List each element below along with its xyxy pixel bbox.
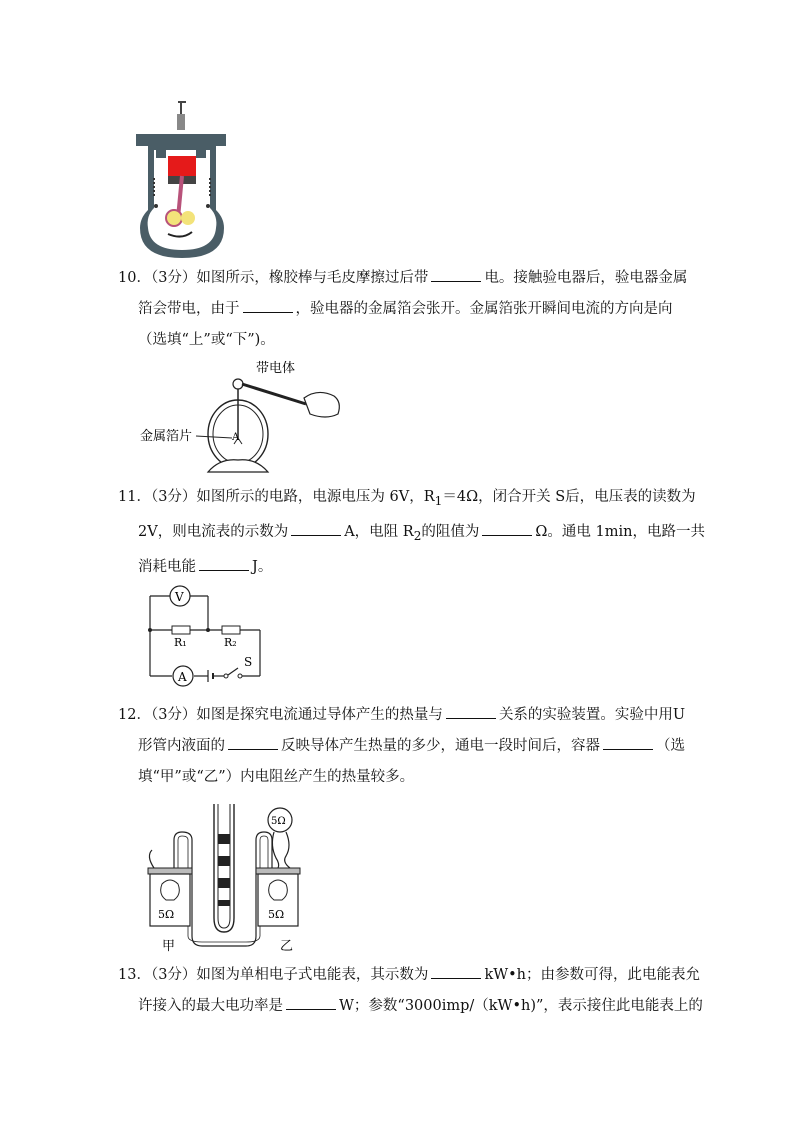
q13-line-1: 13．（3分）如图为单相电子式电能表，其示数为 kW•h；由参数可得，此电能表允 bbox=[118, 960, 678, 991]
label-metal-foil: 金属箔片 bbox=[140, 429, 193, 444]
q11-line-1: 11．（3分）如图所示的电路，电源电压为 6V，$R_1=4\Omega$，闭合开关 S后，电压表的读数为 bbox=[118, 489, 696, 508]
voltmeter-label: V bbox=[175, 590, 184, 604]
label-5ohm-left: 5Ω bbox=[158, 908, 175, 921]
answer-blank[interactable] bbox=[286, 995, 336, 1010]
question-12 bbox=[118, 700, 686, 793]
circuit-diagram bbox=[138, 584, 268, 690]
answer-blank[interactable] bbox=[446, 704, 496, 719]
label-charged-body: 带电体 bbox=[256, 361, 296, 376]
label-5ohm-right: 5Ω bbox=[268, 908, 285, 921]
label-jia: 甲 bbox=[162, 939, 176, 954]
q10-line-3: （选填“上”或“下”)。 bbox=[138, 332, 275, 348]
answer-blank[interactable] bbox=[431, 267, 481, 282]
question-10 bbox=[118, 263, 688, 356]
label-R2: R₂ bbox=[224, 636, 237, 649]
question-13 bbox=[118, 960, 703, 1022]
answer-blank[interactable] bbox=[243, 298, 293, 313]
answer-blank[interactable] bbox=[603, 735, 653, 750]
label-R1: R₁ bbox=[174, 636, 187, 649]
label-yi: 乙 bbox=[280, 939, 294, 954]
heat-apparatus-diagram bbox=[140, 800, 310, 954]
label-A: A bbox=[232, 432, 240, 443]
answer-blank[interactable] bbox=[431, 964, 481, 979]
answer-blank[interactable] bbox=[199, 556, 249, 571]
q12-line-3: 填“甲”或“乙”）内电阻丝产生的热量较多。 bbox=[138, 769, 415, 785]
engine-diagram bbox=[132, 98, 232, 258]
q11-line-3: 消耗电能 J。 bbox=[118, 552, 678, 583]
ammeter-label: A bbox=[178, 670, 187, 684]
answer-blank[interactable] bbox=[482, 521, 532, 536]
q12-line-2: 形管内液面的 反映导体产生热量的多少，通电一段时间后，容器 （选 bbox=[118, 731, 678, 762]
q13-line-2: 许接入的最大电功率是 W；参数“3000imp/（kW•h)”，表示接住此电能表上的 bbox=[118, 991, 678, 1022]
q10-line-1: 10．（3分）如图所示，橡胶棒与毛皮摩擦过后带 电。接触验电器后，验电器金属 bbox=[118, 263, 678, 294]
label-5ohm-top: 5Ω bbox=[271, 816, 286, 827]
q12-line-1: 12．（3分）如图是探究电流通过导体产生的热量与 关系的实验装置。实验中用U bbox=[118, 700, 678, 731]
question-11 bbox=[118, 482, 705, 583]
label-S: S bbox=[244, 655, 253, 669]
q10-line-2: 箔会带电，由于 ，验电器的金属箔会张开。金属箔张开瞬间电流的方向是向 bbox=[118, 294, 678, 325]
electroscope-diagram bbox=[138, 356, 348, 476]
answer-blank[interactable] bbox=[291, 521, 341, 536]
answer-blank[interactable] bbox=[228, 735, 278, 750]
q11-line-2: 2V，则电流表的示数为 A，电阻 $R_2$的阻值为 Ω。通电 1min，电路一共 bbox=[118, 517, 678, 552]
